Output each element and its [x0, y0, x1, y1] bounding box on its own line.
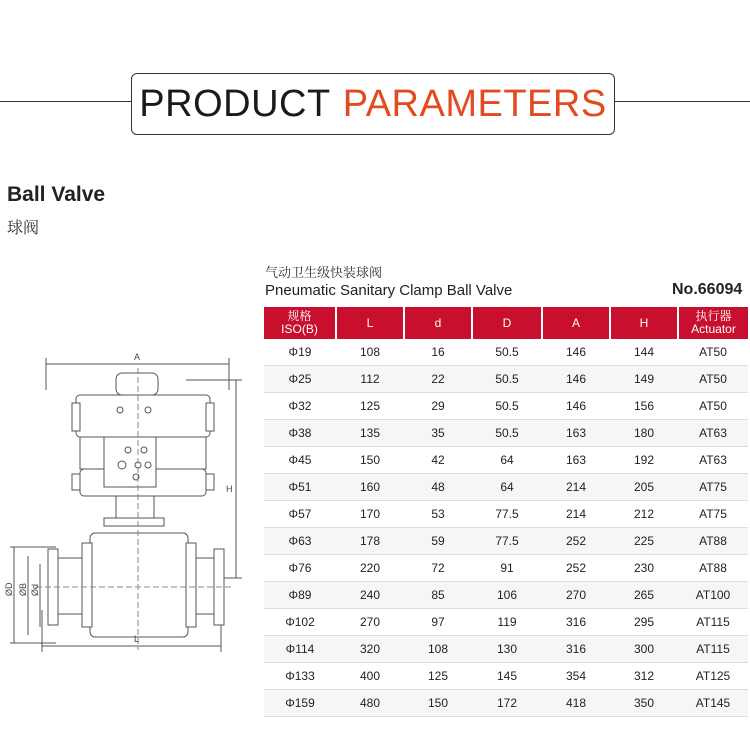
table-cell: 35: [404, 420, 472, 447]
table-cell: 125: [336, 393, 404, 420]
table-row: [264, 609, 748, 636]
title-rule-right: [614, 101, 750, 102]
table-cell: 29: [404, 393, 472, 420]
table-cell: Φ57: [264, 501, 336, 528]
table-cell: 295: [610, 609, 678, 636]
table-cell: 316: [542, 636, 610, 663]
section-title: [131, 73, 615, 135]
table-cell: 240: [336, 582, 404, 609]
table-cell: 97: [404, 609, 472, 636]
table-cell: 50.5: [472, 420, 542, 447]
product-name-cn: 气动卫生级快装球阀: [265, 265, 383, 280]
dim-label-d-inner: Ød: [30, 583, 40, 596]
table-cell: 163: [542, 447, 610, 474]
header-a: A: [542, 307, 610, 339]
table-row: [264, 420, 748, 447]
table-cell: Φ51: [264, 474, 336, 501]
product-heading-cn: 球阀: [7, 220, 40, 237]
table-cell: Φ102: [264, 609, 336, 636]
table-cell: 180: [610, 420, 678, 447]
table-cell: Φ89: [264, 582, 336, 609]
dim-label-a: A: [134, 352, 141, 362]
table-cell: AT115: [678, 636, 748, 663]
table-cell: AT75: [678, 474, 748, 501]
table-cell: 64: [472, 474, 542, 501]
table-row: [264, 339, 748, 366]
product-name-en: Pneumatic Sanitary Clamp Ball Valve: [265, 282, 513, 299]
table-cell: 270: [542, 582, 610, 609]
table-cell: AT63: [678, 447, 748, 474]
table-cell: 48: [404, 474, 472, 501]
dim-label-l: L: [134, 634, 140, 644]
table-cell: 149: [610, 366, 678, 393]
table-cell: 150: [336, 447, 404, 474]
table-cell: Φ159: [264, 690, 336, 717]
table-row: [264, 501, 748, 528]
table-cell: Φ76: [264, 555, 336, 582]
valve-drawing: [0, 340, 262, 670]
table-cell: Φ32: [264, 393, 336, 420]
table-cell: 312: [610, 663, 678, 690]
table-cell: 59: [404, 528, 472, 555]
table-cell: 178: [336, 528, 404, 555]
header-h: H: [610, 307, 678, 339]
table-cell: 418: [542, 690, 610, 717]
table-cell: 16: [404, 339, 472, 366]
table-cell: AT145: [678, 690, 748, 717]
table-row: [264, 582, 748, 609]
table-cell: AT50: [678, 366, 748, 393]
table-cell: Φ114: [264, 636, 336, 663]
table-cell: 270: [336, 609, 404, 636]
table-row: [264, 474, 748, 501]
header-d-small: d: [404, 307, 472, 339]
table-cell: 22: [404, 366, 472, 393]
table-cell: 212: [610, 501, 678, 528]
header-actuator: 执行器 Actuator: [678, 307, 748, 339]
table-cell: AT100: [678, 582, 748, 609]
table-cell: 400: [336, 663, 404, 690]
table-cell: 146: [542, 393, 610, 420]
header-d-large: D: [472, 307, 542, 339]
table-row: [264, 393, 748, 420]
table-row: [264, 366, 748, 393]
table-cell: 50.5: [472, 366, 542, 393]
table-cell: 170: [336, 501, 404, 528]
table-cell: 64: [472, 447, 542, 474]
table-cell: 119: [472, 609, 542, 636]
table-cell: 144: [610, 339, 678, 366]
header-l: L: [336, 307, 404, 339]
header-iso: 规格 ISO(B): [264, 307, 336, 339]
table-cell: 354: [542, 663, 610, 690]
table-cell: 214: [542, 474, 610, 501]
table-cell: 108: [336, 339, 404, 366]
dim-label-h: H: [226, 484, 233, 494]
table-cell: 214: [542, 501, 610, 528]
product-heading: Ball Valve: [7, 183, 106, 206]
table-cell: 300: [610, 636, 678, 663]
table-cell: 225: [610, 528, 678, 555]
table-cell: 480: [336, 690, 404, 717]
table-cell: 316: [542, 609, 610, 636]
table-cell: 146: [542, 339, 610, 366]
table-cell: 150: [404, 690, 472, 717]
table-cell: AT125: [678, 663, 748, 690]
dim-label-d-outer: ØD: [4, 582, 14, 596]
table-cell: 172: [472, 690, 542, 717]
table-cell: 130: [472, 636, 542, 663]
table-row: [264, 663, 748, 690]
table-cell: 192: [610, 447, 678, 474]
table-cell: AT50: [678, 339, 748, 366]
table-cell: 108: [404, 636, 472, 663]
table-cell: AT50: [678, 393, 748, 420]
table-cell: AT75: [678, 501, 748, 528]
table-cell: 53: [404, 501, 472, 528]
table-cell: 145: [472, 663, 542, 690]
table-header-row: [264, 307, 748, 339]
table-cell: 205: [610, 474, 678, 501]
table-cell: 125: [404, 663, 472, 690]
section-title-part2: PARAMETERS: [342, 82, 607, 125]
dim-label-b: ØB: [18, 582, 28, 596]
table-cell: 42: [404, 447, 472, 474]
table-cell: 252: [542, 528, 610, 555]
table-row: [264, 528, 748, 555]
table-cell: 91: [472, 555, 542, 582]
table-cell: 112: [336, 366, 404, 393]
table-cell: 85: [404, 582, 472, 609]
table-cell: 77.5: [472, 501, 542, 528]
table-cell: 350: [610, 690, 678, 717]
table-cell: Φ38: [264, 420, 336, 447]
table-cell: 230: [610, 555, 678, 582]
table-cell: 156: [610, 393, 678, 420]
table-cell: 77.5: [472, 528, 542, 555]
table-cell: 220: [336, 555, 404, 582]
table-row: [264, 555, 748, 582]
title-rule-left: [0, 101, 131, 102]
table-cell: Φ19: [264, 339, 336, 366]
table-cell: 50.5: [472, 339, 542, 366]
table-row: [264, 690, 748, 717]
table-cell: 252: [542, 555, 610, 582]
parameters-table: [264, 307, 748, 717]
table-cell: AT88: [678, 528, 748, 555]
table-cell: 72: [404, 555, 472, 582]
model-number: No.66094: [672, 281, 743, 298]
table-cell: 50.5: [472, 393, 542, 420]
table-cell: 106: [472, 582, 542, 609]
table-cell: AT63: [678, 420, 748, 447]
table-cell: Φ133: [264, 663, 336, 690]
table-cell: 320: [336, 636, 404, 663]
table-row: [264, 636, 748, 663]
table-cell: AT88: [678, 555, 748, 582]
table-cell: 160: [336, 474, 404, 501]
table-row: [264, 447, 748, 474]
table-cell: Φ25: [264, 366, 336, 393]
table-cell: AT115: [678, 609, 748, 636]
table-cell: 146: [542, 366, 610, 393]
table-cell: 265: [610, 582, 678, 609]
section-title-part1: PRODUCT: [139, 82, 331, 125]
table-cell: 135: [336, 420, 404, 447]
table-cell: Φ63: [264, 528, 336, 555]
table-cell: Φ45: [264, 447, 336, 474]
table-cell: 163: [542, 420, 610, 447]
